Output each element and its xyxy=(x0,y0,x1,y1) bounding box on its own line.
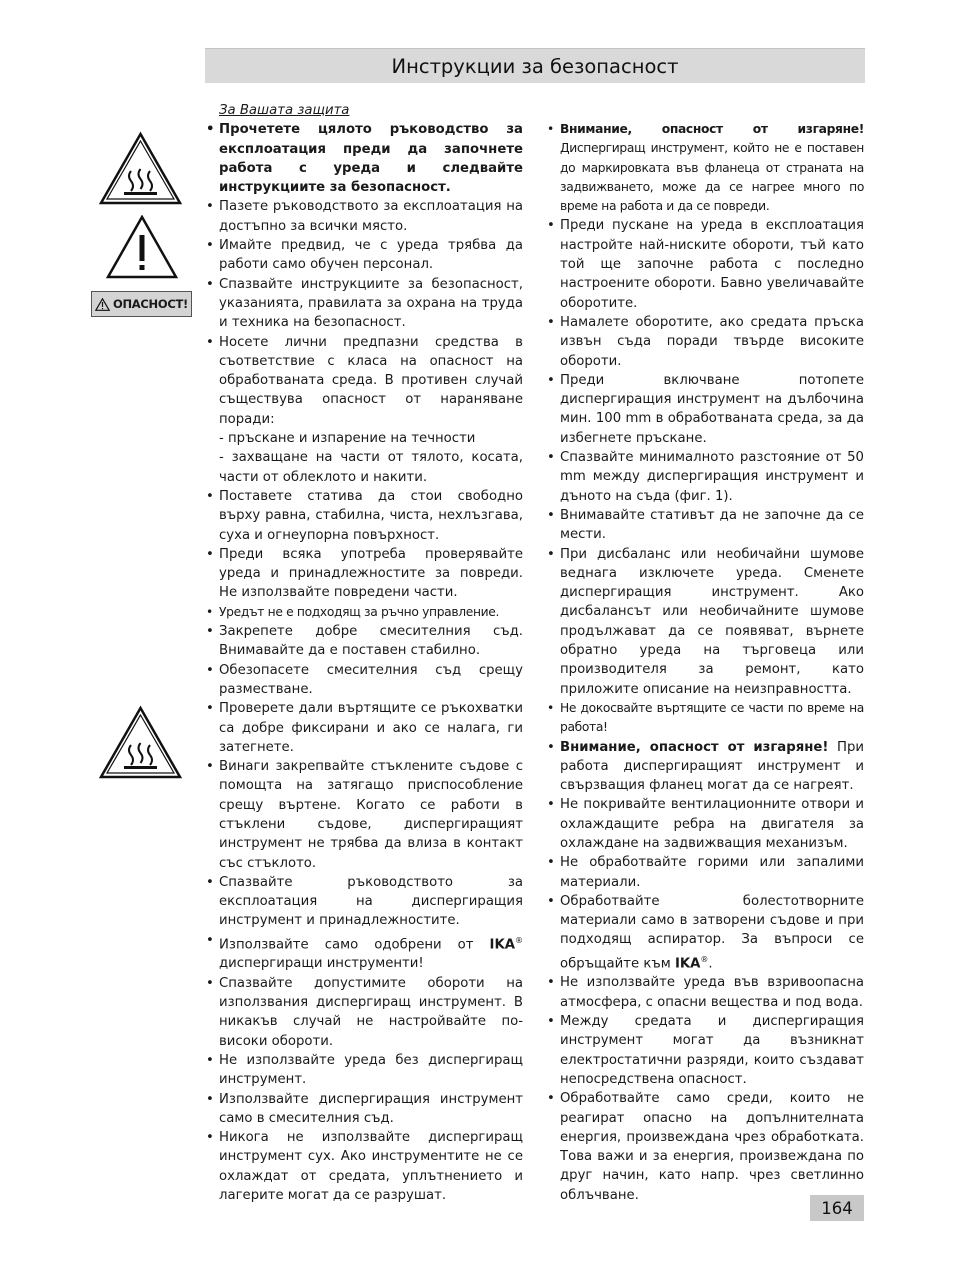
list-item: • Проверете дали въртящите се ръкохватки са добре фиксирани и ако се налага, ги затегнете. xyxy=(205,699,523,757)
list-item: • Уредът не е подходящ за ръчно управление. xyxy=(205,603,523,622)
list-item: • Обработвайте само среди, които не реагират опасно на допълнителната енергия, произвеждана чрез обработката. Това важи и за енергия, произвеждана по друг начин, като напр. чрез светлинно облъчване. xyxy=(546,1089,864,1205)
right-column xyxy=(546,120,864,1205)
period: . xyxy=(708,956,713,972)
page-title: Инструкции за безопасност xyxy=(391,54,679,78)
registered-mark: ® xyxy=(515,935,523,945)
list-item: • При дисбаланс или необичайни шумове веднага изключете уреда. Сменете диспергиращия инструмент. Ако дисбалансът или необичайните шумове продължават да се появяват, върнете обратно уреда на търговеца или производителя за ремонт, като приложите описание на неизправността. xyxy=(546,545,864,699)
list-item-text: Диспергиращ инструмент, който не е поставен до маркировката във фланеца от страната на задвижването, може да се нагрее много по време на работа и да се повреди. xyxy=(560,141,864,214)
list-item: • Не използвайте уреда без диспергиращ инструмент. xyxy=(205,1051,523,1090)
brand-name: IKA xyxy=(674,956,701,972)
list-item: • Имайте предвид, че с уреда трябва да работи само обучен персонал. xyxy=(205,236,523,275)
list-subitem: - пръскане и изпарение на течности xyxy=(219,431,476,447)
page-number: 164 xyxy=(810,1195,864,1221)
list-item: • Не докосвайте въртящите се части по време на работа! xyxy=(546,699,864,738)
list-item-text: Носете лични предпазни средства в съответствие с класа на опасност на обработваната среда. В противен случай съществува опасност от нараняване поради: xyxy=(219,334,523,427)
list-item: • Спазвайте допустимите обороти на използвания диспергиращ инструмент. В никакъв случай не настройвайте по-високи обороти. xyxy=(205,974,523,1051)
list-item-text: При работа диспергиращият инструмент и свързващия фланец могат да се нагреят. xyxy=(560,739,864,794)
list-item xyxy=(546,892,864,974)
list-item xyxy=(205,333,523,487)
list-item: • Преди всяка употреба проверявайте уреда и принадлежностите за повреди. Не използвайте повредени части. xyxy=(205,545,523,603)
list-item: • Закрепете добре смесителния съд. Внимавайте да е поставен стабилно. xyxy=(205,622,523,661)
list-item: • Прочетете цялото ръководство за експлоатация преди да започнете работа с уреда и следвайте инструкциите за безопасност. xyxy=(205,120,523,197)
list-item: • Използвайте диспергиращия инструмент само в смесителния съд. xyxy=(205,1090,523,1129)
list-item-text: Обработвайте болестотворните материали само в затворени съдове и при подходящ аспиратор. За въпроси се обръщайте към xyxy=(560,893,864,972)
list-item: • Преди пускане на уреда в експлоатация настройте най-ниските обороти, тъй като той ще започне работа с последно настроените обороти. Бавно увеличавайте оборотите. xyxy=(546,216,864,312)
small-warning-icon xyxy=(95,298,110,311)
list-item xyxy=(546,120,864,216)
hot-warning-label: Внимание, опасност от изгаряне! xyxy=(560,122,864,136)
list-item: • Не използвайте уреда във взривоопасна атмосфера, с опасни вещества и под вода. xyxy=(546,973,864,1012)
list-item: • Не покривайте вентилационните отвори и охлаждащите ребра на двигателя за охлаждане на задвижващия механизъм. xyxy=(546,795,864,853)
list-item: • Обезопасете смесителния съд срещу разместване. xyxy=(205,661,523,700)
list-item: • Внимавайте стативът да не започне да се мести. xyxy=(546,506,864,545)
list-subitem: - захващане на части от тялото, косата, части от облеклото и накити. xyxy=(219,450,523,485)
list-item: • Поставете статива да стои свободно върху равна, стабилна, чиста, нехлъзгава, суха и огнеупорна повърхност. xyxy=(205,487,523,545)
list-item: • Никога не използвайте диспергиращ инструмент сух. Ако инструментите не се охлаждат от средата, уплътнението и лагерите могат да се разрушат. xyxy=(205,1128,523,1205)
list-item xyxy=(546,738,864,796)
list-item: • Спазвайте ръководството за експлоатация на диспергиращия инструмент и принадлежностите. xyxy=(205,873,523,931)
list-item: • Пазете ръководството за експлоатация на достъпно за всички място. xyxy=(205,197,523,236)
exclamation-warning-icon xyxy=(106,215,178,279)
danger-badge xyxy=(91,291,192,317)
title-bar xyxy=(205,48,865,83)
list-item: • Преди включване потопете диспергиращия инструмент на дълбочина мин. 100 mm в обработваната среда, за да избегнете пръскане. xyxy=(546,371,864,448)
section-subhead: За Вашата защита xyxy=(219,103,350,118)
danger-badge-label: ОПАСНОСТ! xyxy=(113,297,188,311)
list-item: • Спазвайте минималното разстояние от 50 mm между диспергиращия инструмент и дъното на съда (фиг. 1). xyxy=(546,448,864,506)
hot-surface-warning-icon xyxy=(98,131,183,206)
hot-surface-warning-icon-2 xyxy=(98,705,183,780)
list-item: • Винаги закрепвайте стъклените съдове с помощта на затягащо приспособление срещу въртене. Когато се работи в стъклени съдове, диспергиращият инструмент не трябва да влиза в контакт със стъклото. xyxy=(205,757,523,873)
list-item: • Спазвайте инструкциите за безопасност, указанията, правилата за охрана на труда и техника на безопасност. xyxy=(205,275,523,333)
list-item: • Не обработвайте горими или запалими материали. xyxy=(546,853,864,892)
brand-name: IKA xyxy=(489,937,515,953)
list-item: • Намалете оборотите, ако средата пръска извън съда поради твърде високите обороти. xyxy=(546,313,864,371)
registered-mark: ® xyxy=(700,954,709,964)
left-column xyxy=(205,101,523,1205)
list-item: • Между средата и диспергиращия инструмент могат да възникнат електростатични разряди, които създават непосредствена опасност. xyxy=(546,1012,864,1089)
list-item xyxy=(205,931,523,974)
hot-warning-label: Внимание, опасност от изгаряне! xyxy=(560,739,829,755)
list-item-text: Използвайте само одобрени от xyxy=(219,937,474,953)
list-item-text: диспергиращи инструменти! xyxy=(219,956,424,972)
